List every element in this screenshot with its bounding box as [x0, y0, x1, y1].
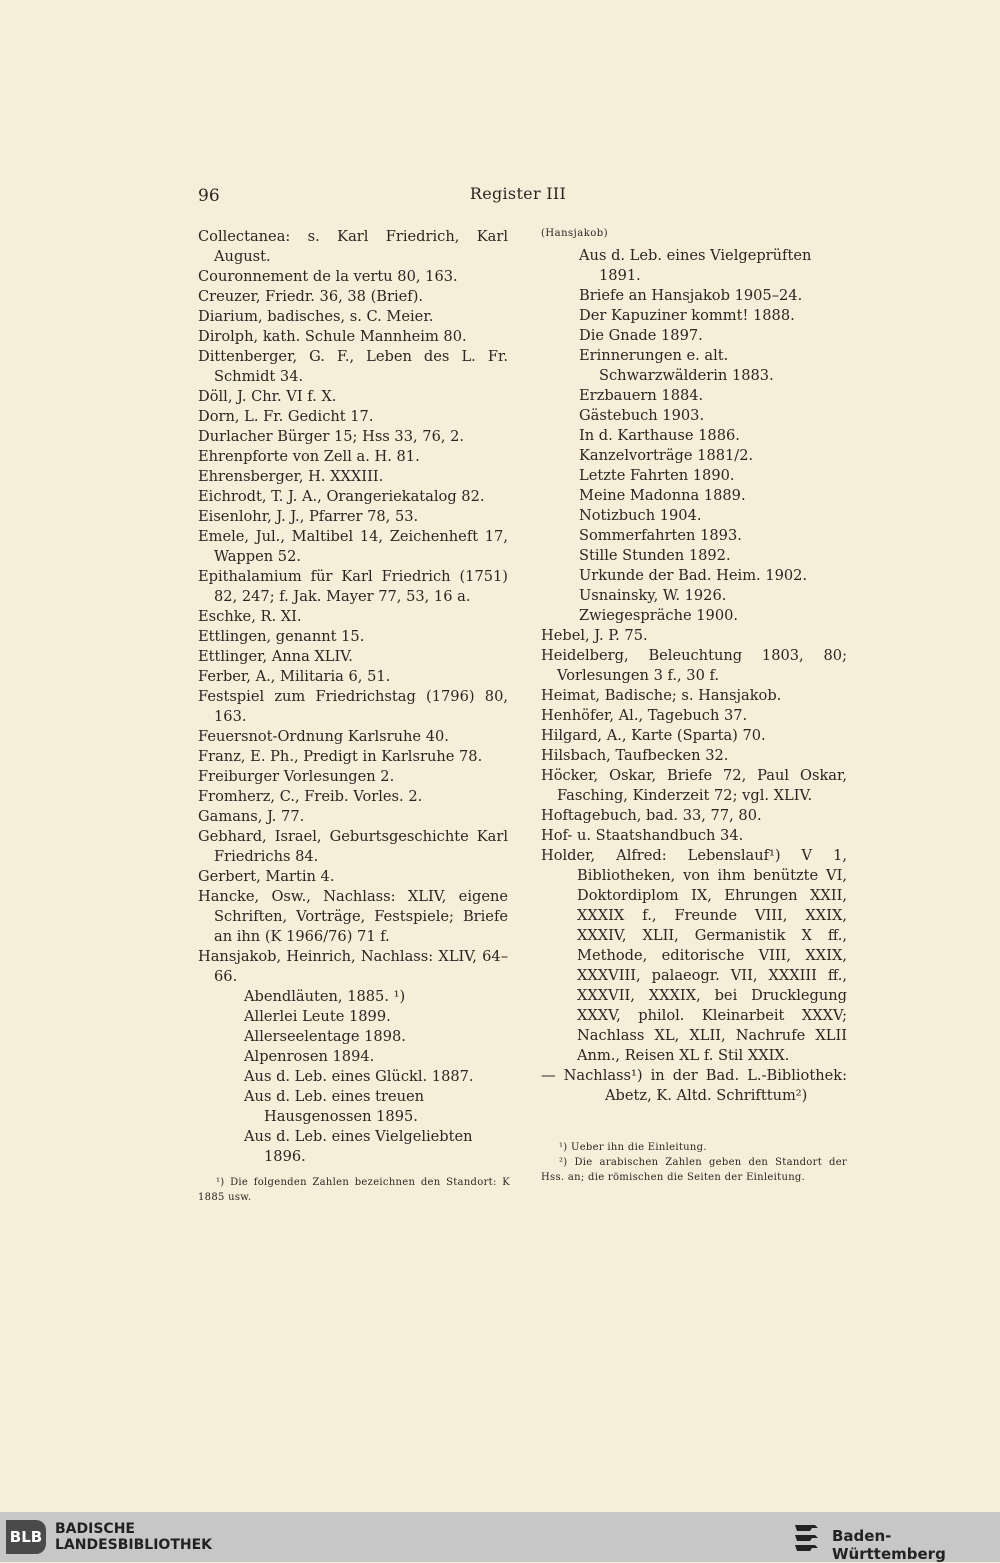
- blb-logo[interactable]: BLB: [6, 1520, 46, 1554]
- index-entry: Hof- u. Staatshandbuch 34.: [541, 827, 744, 844]
- footnote-text: ¹) Die folgenden Zahlen bezeichnen den Standort: K 1885 usw.: [198, 1177, 510, 1203]
- index-entry: Franz, E. Ph., Predigt in Karlsruhe 78.: [198, 748, 483, 765]
- index-entry: Hansjakob, Heinrich, Nachlass: XLIV, 64–66.: [198, 948, 508, 985]
- index-entry: Durlacher Bürger 15; Hss 33, 76, 2.: [198, 428, 465, 445]
- state-name[interactable]: Baden-Württemberg: [832, 1527, 946, 1563]
- index-entry: Ehrensberger, H. XXXIII.: [198, 468, 384, 485]
- hansjakob-sub-list-continued: [541, 246, 847, 626]
- index-sub-entry: Usnainsky, W. 1926.: [579, 587, 727, 604]
- right-footnotes: [541, 1140, 847, 1185]
- hansjakob-sub-list: [198, 987, 508, 1167]
- right-column: [541, 227, 847, 1106]
- library-name[interactable]: [55, 1521, 212, 1553]
- left-footnote: [198, 1175, 510, 1205]
- index-sub-entry: Sommerfahrten 1893.: [579, 527, 742, 544]
- index-entry: Eisenlohr, J. J., Pfarrer 78, 53.: [198, 508, 419, 525]
- index-entry: Heimat, Badische; s. Hansjakob.: [541, 687, 782, 704]
- index-entry: Dittenberger, G. F., Leben des L. Fr. Schmidt 34.: [198, 348, 508, 385]
- index-entry: Ettlingen, genannt 15.: [198, 628, 365, 645]
- index-sub-entry: Aus d. Leb. eines Vielgeliebten 1896.: [244, 1128, 473, 1165]
- index-sub-entry: Aus d. Leb. eines Vielgeprüften 1891.: [579, 247, 812, 284]
- baden-wuerttemberg-lions-icon[interactable]: [792, 1521, 822, 1555]
- index-entry: Hebel, J. P. 75.: [541, 627, 648, 644]
- running-head: Register III: [469, 184, 567, 203]
- index-sub-entry: Stille Stunden 1892.: [579, 547, 731, 564]
- right-entry-list: [541, 626, 847, 846]
- index-sub-entry: Gästebuch 1903.: [579, 407, 705, 424]
- index-entry: Diarium, badisches, s. C. Meier.: [198, 308, 434, 325]
- index-sub-entry: Erzbauern 1884.: [579, 387, 704, 404]
- index-entry: Ehrenpforte von Zell a. H. 81.: [198, 448, 420, 465]
- footnote-text: ¹) Ueber ihn die Einleitung.: [559, 1142, 707, 1153]
- index-sub-entry: Kanzelvorträge 1881/2.: [579, 447, 754, 464]
- index-entry: Freiburger Vorlesungen 2.: [198, 768, 395, 785]
- index-entry: Ettlinger, Anna XLIV.: [198, 648, 353, 665]
- index-entry: Henhöfer, Al., Tagebuch 37.: [541, 707, 748, 724]
- footer-bar: [0, 1512, 1000, 1562]
- index-sub-entry: Zwiegespräche 1900.: [579, 607, 739, 624]
- index-entry: Collectanea: s. Karl Friedrich, Karl August.: [198, 228, 508, 265]
- page-number: 96: [198, 186, 220, 206]
- index-entry: Epithalamium für Karl Friedrich (1751) 82, 247; f. Jak. Mayer 77, 53, 16 a.: [198, 568, 508, 605]
- holder-entry: Holder, Alfred: Lebenslauf¹) V 1, Bibliotheken, von ihm benützte VI, Doktordiplom IX, Ehrungen XXII, XXXIX f., Freunde VIII, XXIX, XXXIV, XLII, Germanistik X ff., Methode, editorische VIII, XXIX, XXXVIII, palaeogr. VII, XXXIII ff., XXXVII, XXXIX, bei Drucklegung XXXV, philol. Kleinarbeit XXXV; Nachlass XL, XLII, Nachrufe XLII Anm., Reisen XL f. Stil XXIX.: [541, 847, 847, 1064]
- index-entry: Dorn, L. Fr. Gedicht 17.: [198, 408, 374, 425]
- index-entry: Höcker, Oskar, Briefe 72, Paul Oskar, Fasching, Kinderzeit 72; vgl. XLIV.: [541, 767, 847, 804]
- index-sub-entry: Abendläuten, 1885. ¹): [244, 988, 406, 1005]
- index-entry: Festspiel zum Friedrichstag (1796) 80, 163.: [198, 688, 508, 725]
- index-entry: Creuzer, Friedr. 36, 38 (Brief).: [198, 288, 424, 305]
- index-entry: Eichrodt, T. J. A., Orangeriekatalog 82.: [198, 488, 485, 505]
- index-sub-entry: Erinnerungen e. alt. Schwarzwälderin 1883.: [579, 347, 774, 384]
- index-sub-entry: In d. Karthause 1886.: [579, 427, 740, 444]
- index-sub-entry: Allerlei Leute 1899.: [244, 1008, 391, 1025]
- index-entry: Gamans, J. 77.: [198, 808, 305, 825]
- index-sub-entry: Der Kapuziner kommt! 1888.: [579, 307, 795, 324]
- index-entry: Hilsbach, Taufbecken 32.: [541, 747, 729, 764]
- index-sub-entry: Aus d. Leb. eines Glückl. 1887.: [244, 1068, 474, 1085]
- left-column: [198, 227, 508, 1167]
- index-sub-entry: Notizbuch 1904.: [579, 507, 702, 524]
- index-sub-entry: Letzte Fahrten 1890.: [579, 467, 735, 484]
- index-entry: Hancke, Osw., Nachlass: XLIV, eigene Schriften, Vorträge, Festspiele; Briefe an ihn (K 1966/76) 71 f.: [198, 888, 508, 945]
- index-entry: Dirolph, kath. Schule Mannheim 80.: [198, 328, 467, 345]
- left-entry-list: [198, 227, 508, 987]
- index-entry: Fromherz, C., Freib. Vorles. 2.: [198, 788, 423, 805]
- index-sub-entry: Meine Madonna 1889.: [579, 487, 746, 504]
- library-name-line2: LANDESBIBLIOTHEK: [55, 1537, 213, 1553]
- index-entry: Hilgard, A., Karte (Sparta) 70.: [541, 727, 766, 744]
- library-name-line1: BADISCHE: [55, 1521, 135, 1537]
- nachlass-entry: — Nachlass¹) in der Bad. L.-Bibliothek: Abetz, K. Altd. Schrifttum²): [541, 1067, 847, 1104]
- index-entry: Döll, J. Chr. VI f. X.: [198, 388, 337, 405]
- index-entry: Hoftagebuch, bad. 33, 77, 80.: [541, 807, 762, 824]
- index-entry: Gerbert, Martin 4.: [198, 868, 335, 885]
- index-entry: Emele, Jul., Maltibel 14, Zeichenheft 17, Wappen 52.: [198, 528, 508, 565]
- index-entry: Couronnement de la vertu 80, 163.: [198, 268, 458, 285]
- index-sub-entry: Aus d. Leb. eines treuen Hausgenossen 1895.: [244, 1088, 425, 1125]
- index-sub-entry: Alpenrosen 1894.: [244, 1048, 375, 1065]
- index-sub-entry: Die Gnade 1897.: [579, 327, 703, 344]
- index-entry: Feuersnot-Ordnung Karlsruhe 40.: [198, 728, 449, 745]
- index-entry: Ferber, A., Militaria 6, 51.: [198, 668, 391, 685]
- index-sub-entry: Urkunde der Bad. Heim. 1902.: [579, 567, 808, 584]
- index-sub-entry: Allerseelentage 1898.: [244, 1028, 406, 1045]
- index-entry: Heidelberg, Beleuchtung 1803, 80; Vorlesungen 3 f., 30 f.: [541, 647, 847, 684]
- footnote-text: ²) Die arabischen Zahlen geben den Standort der Hss. an; die römischen die Seiten der Einleitung.: [541, 1157, 847, 1183]
- index-entry: Gebhard, Israel, Geburtsgeschichte Karl Friedrichs 84.: [198, 828, 508, 865]
- continuation-headnote: (Hansjakob): [541, 228, 609, 239]
- index-entry: Eschke, R. XI.: [198, 608, 302, 625]
- index-sub-entry: Briefe an Hansjakob 1905–24.: [579, 287, 803, 304]
